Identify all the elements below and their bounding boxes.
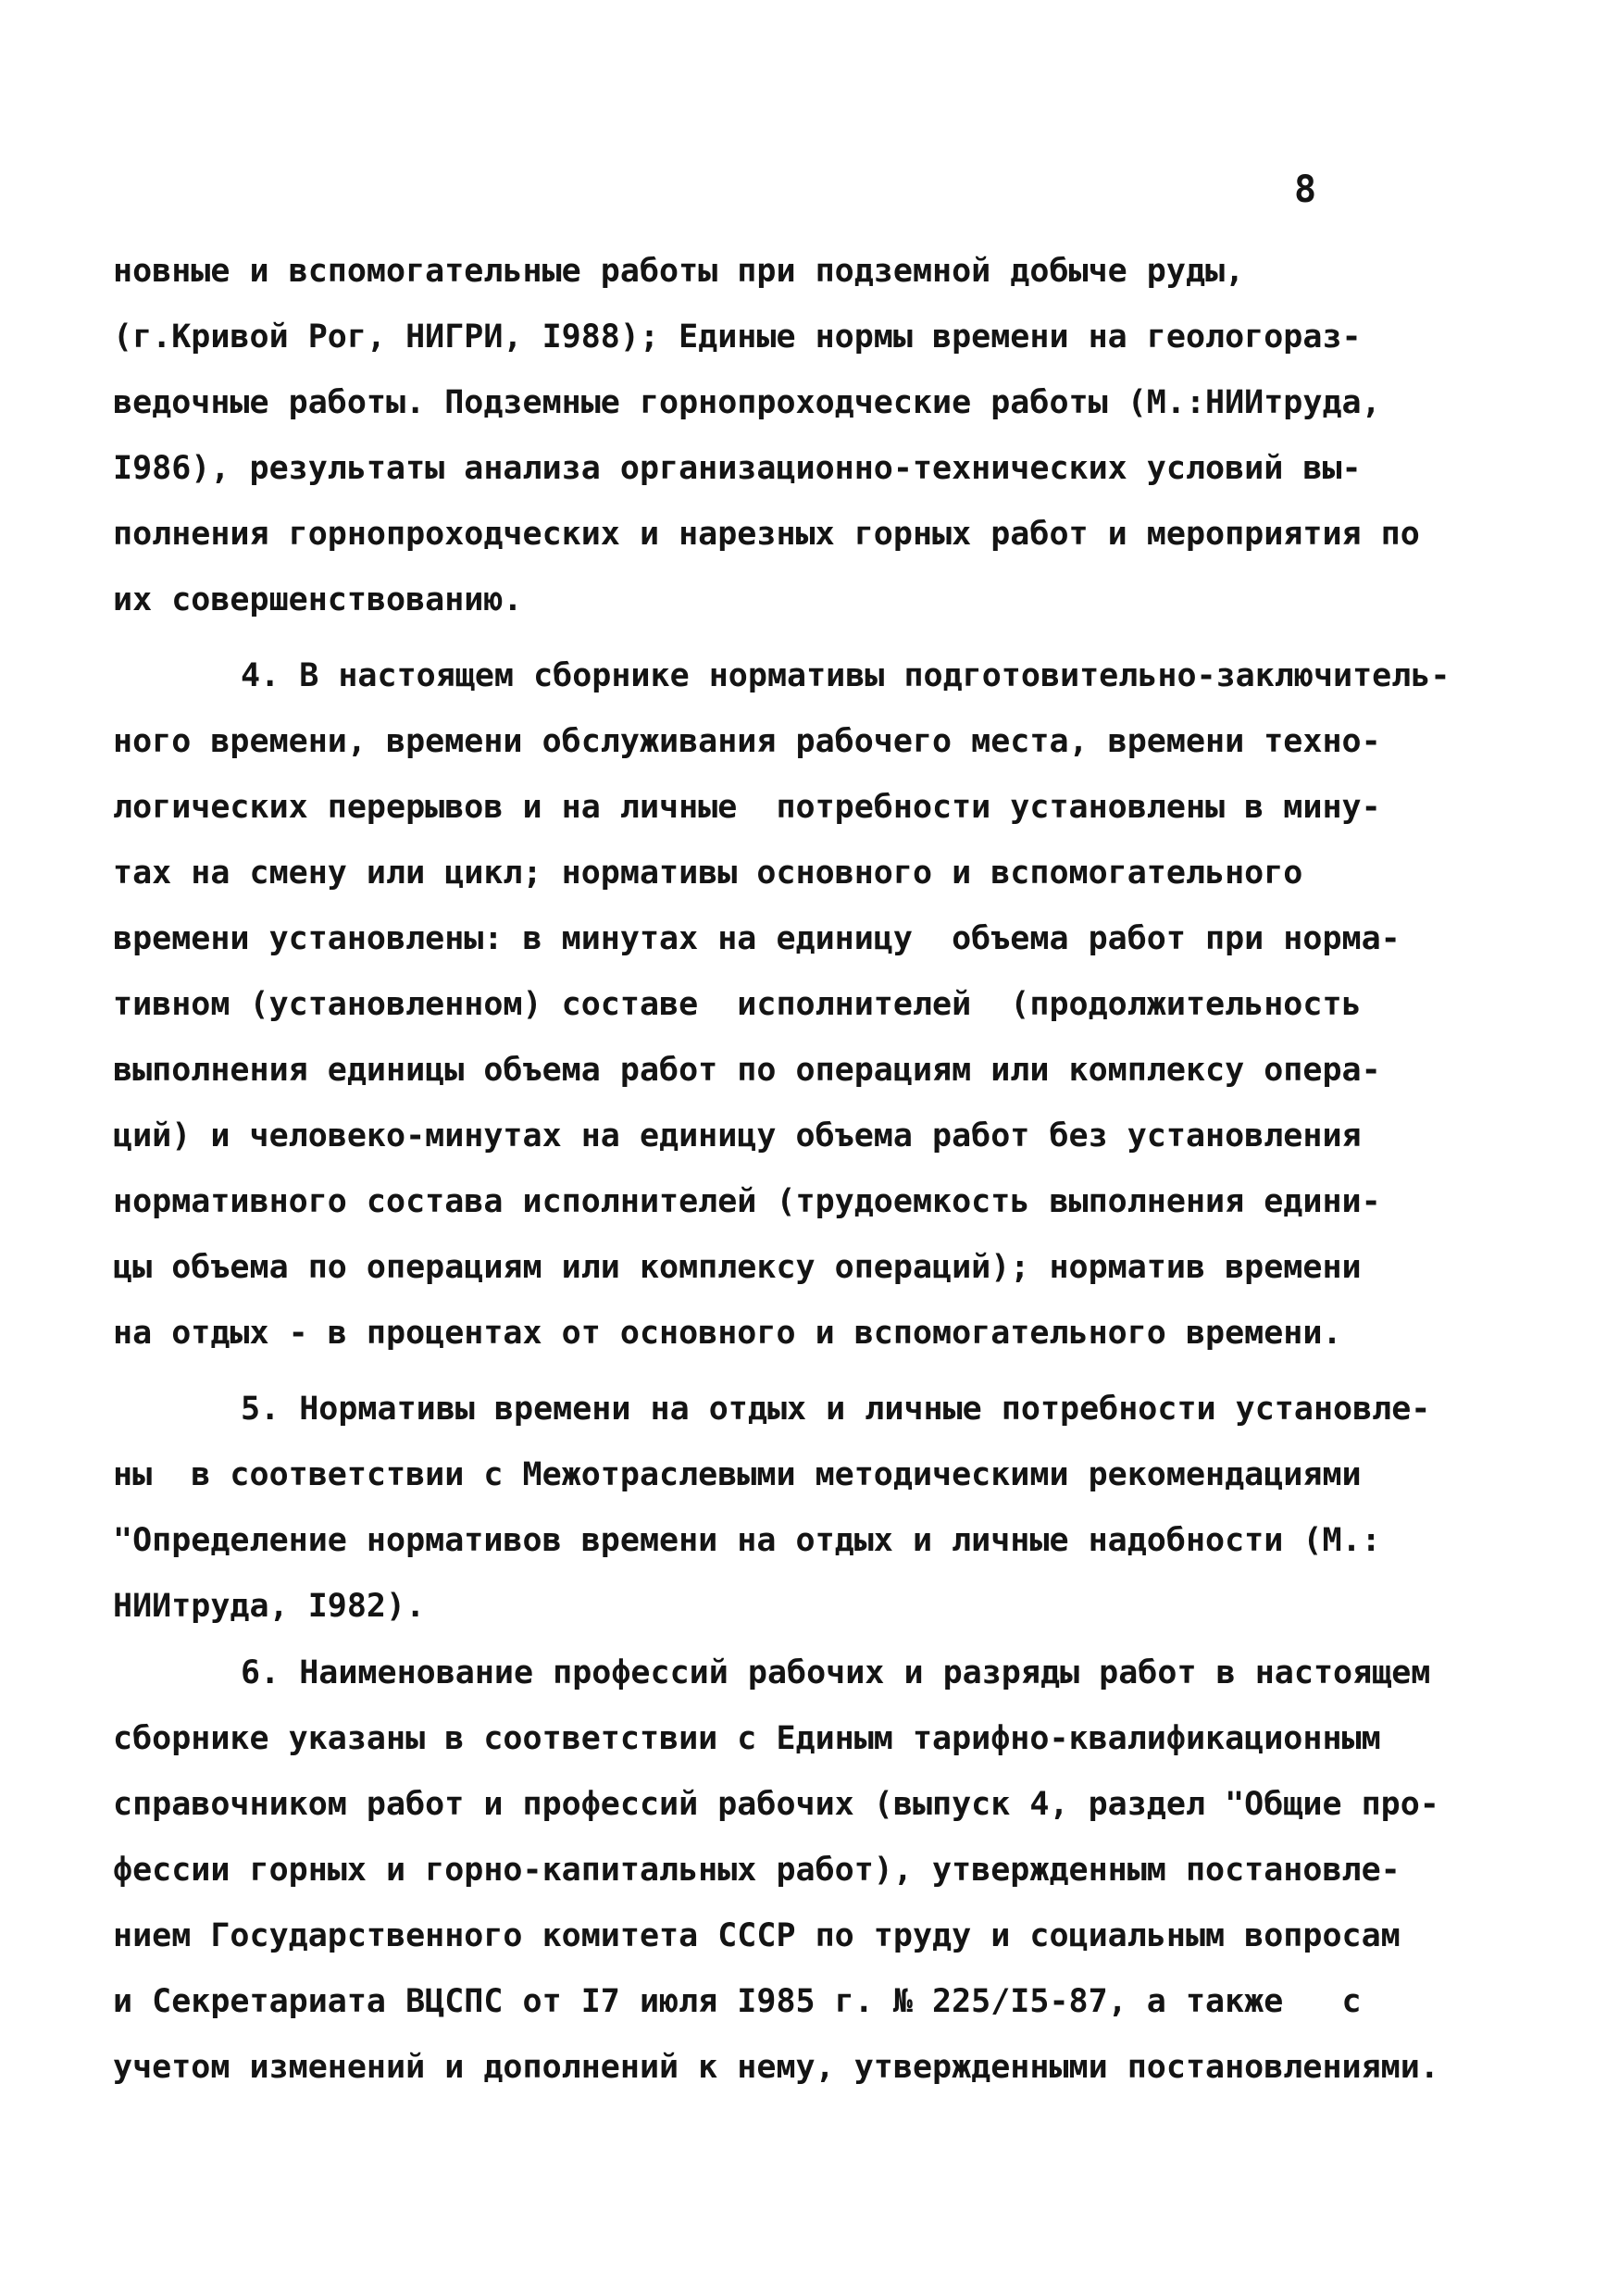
- text-line: 4. В настоящем сборнике нормативы подготовительно-заключитель-: [241, 657, 1451, 694]
- text-line: 6. Наименование профессий рабочих и разряды работ в настоящем: [241, 1654, 1431, 1691]
- text-line: нием Государственного комитета СССР по труду и социальным вопросам: [113, 1917, 1401, 1954]
- text-line: времени установлены: в минутах на единицу объема работ при норма-: [113, 920, 1401, 957]
- paragraph-4: [113, 643, 1520, 1366]
- paragraph-continuation: [113, 239, 1520, 633]
- text-line: справочником работ и профессий рабочих (выпуск 4, раздел "Общие про-: [113, 1786, 1439, 1823]
- text-line: и Секретариата ВЦСПС от I7 июля I985 г. № 225/I5-87, а также с: [113, 1983, 1362, 2020]
- text-line: НИИтруда, I982).: [113, 1588, 426, 1625]
- text-line: их совершенствованию.: [113, 581, 523, 618]
- text-line: выполнения единицы объема работ по операциям или комплексу опера-: [113, 1052, 1381, 1089]
- text-line: новные и вспомогательные работы при подземной добыче руды,: [113, 253, 1245, 290]
- text-line: тивном (установленном) составе исполнителей (продолжительность: [113, 986, 1362, 1023]
- text-line: тах на смену или цикл; нормативы основного и вспомогательного: [113, 855, 1303, 892]
- text-line: нормативного состава исполнителей (трудоемкость выполнения едини-: [113, 1183, 1381, 1220]
- text-line: (г.Кривой Рог, НИГРИ, I988); Единые нормы времени на геологораз-: [113, 318, 1362, 356]
- text-line: ций) и человеко-минутах на единицу объема работ без установления: [113, 1117, 1362, 1154]
- text-line: логических перерывов и на личные потребности установлены в мину-: [113, 789, 1381, 826]
- text-line: полнения горнопроходческих и нарезных горных работ и мероприятия по: [113, 516, 1420, 553]
- page-number: 8: [1294, 168, 1317, 211]
- paragraph-6: [113, 1641, 1520, 2101]
- text-line: I986), результаты анализа организационно-технических условий вы-: [113, 450, 1362, 487]
- text-line: цы объема по операциям или комплексу операций); норматив времени: [113, 1249, 1362, 1286]
- text-line: 5. Нормативы времени на отдых и личные потребности установле-: [241, 1391, 1431, 1428]
- text-line: сборнике указаны в соответствии с Единым тарифно-квалификационным: [113, 1720, 1381, 1757]
- text-line: ного времени, времени обслуживания рабочего места, времени техно-: [113, 723, 1381, 760]
- paragraph-5: [113, 1377, 1520, 1640]
- text-line: на отдых - в процентах от основного и вспомогательного времени.: [113, 1315, 1342, 1352]
- text-line: ны в соответствии с Межотраслевыми методическими рекомендациями: [113, 1456, 1362, 1493]
- text-line: учетом изменений и дополнений к нему, утвержденными постановлениями.: [113, 2049, 1439, 2086]
- text-line: ведочные работы. Подземные горнопроходческие работы (М.:НИИтруда,: [113, 384, 1381, 421]
- text-line: фессии горных и горно-капитальных работ), утвержденным постановле-: [113, 1852, 1401, 1889]
- text-line: "Определение нормативов времени на отдых и личные надобности (М.:: [113, 1522, 1381, 1559]
